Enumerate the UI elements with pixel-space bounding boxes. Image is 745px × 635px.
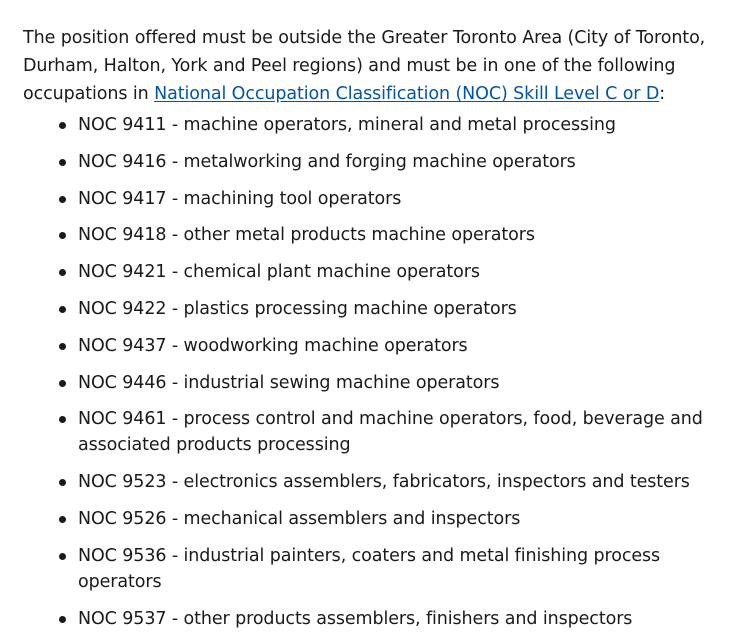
- bullet-icon: [59, 553, 66, 560]
- bullet-icon: [59, 380, 66, 387]
- intro-text: The position offered must be outside the Greater Toronto Area (City of Toronto, Durham, Halton, York and Peel regions) and must be in one of the following occupations in: [23, 28, 706, 104]
- occupation-text: NOC 9422 - plastics processing machine operators: [78, 298, 517, 319]
- bullet-icon: [59, 343, 66, 350]
- intro-paragraph: [23, 24, 723, 108]
- bullet-icon: [59, 306, 66, 313]
- list-item: [23, 506, 723, 532]
- list-item: [23, 469, 723, 495]
- bullet-icon: [59, 196, 66, 203]
- occupation-text: NOC 9418 - other metal products machine operators: [78, 225, 535, 246]
- intro-colon: :: [659, 84, 666, 104]
- occupation-list: [23, 112, 723, 632]
- list-item: [23, 406, 723, 458]
- bullet-icon: [59, 122, 66, 129]
- list-item: [23, 370, 723, 396]
- list-item: [23, 333, 723, 359]
- list-item: [23, 222, 723, 248]
- list-item: [23, 112, 723, 138]
- occupation-text: NOC 9437 - woodworking machine operators: [78, 335, 468, 356]
- bullet-icon: [59, 516, 66, 523]
- occupation-text: NOC 9446 - industrial sewing machine operators: [78, 372, 500, 393]
- occupation-text: NOC 9523 - electronics assemblers, fabricators, inspectors and testers: [78, 472, 690, 493]
- list-item: [23, 606, 723, 632]
- list-item: [23, 259, 723, 285]
- occupation-text: NOC 9537 - other products assemblers, finishers and inspectors: [78, 608, 633, 629]
- occupation-text: NOC 9417 - machining tool operators: [78, 188, 402, 209]
- bullet-icon: [59, 616, 66, 623]
- occupation-text: NOC 9421 - chemical plant machine operators: [78, 262, 480, 283]
- bullet-icon: [59, 269, 66, 276]
- list-item: [23, 296, 723, 322]
- bullet-icon: [59, 232, 66, 239]
- list-item: [23, 149, 723, 175]
- bullet-icon: [59, 159, 66, 166]
- occupation-text: NOC 9411 - machine operators, mineral and metal processing: [78, 115, 616, 135]
- list-item: [23, 186, 723, 212]
- list-item: [23, 543, 723, 595]
- bullet-icon: [59, 416, 66, 423]
- occupation-text: NOC 9536 - industrial painters, coaters and metal finishing process operators: [78, 545, 661, 592]
- occupation-text: NOC 9416 - metalworking and forging machine operators: [78, 151, 576, 172]
- noc-skill-level-link[interactable]: National Occupation Classification (NOC) Skill Level C or D: [154, 84, 660, 104]
- occupation-text: NOC 9461 - process control and machine operators, food, beverage and associated products processing: [78, 409, 703, 456]
- occupation-text: NOC 9526 - mechanical assemblers and inspectors: [78, 508, 521, 529]
- bullet-icon: [59, 479, 66, 486]
